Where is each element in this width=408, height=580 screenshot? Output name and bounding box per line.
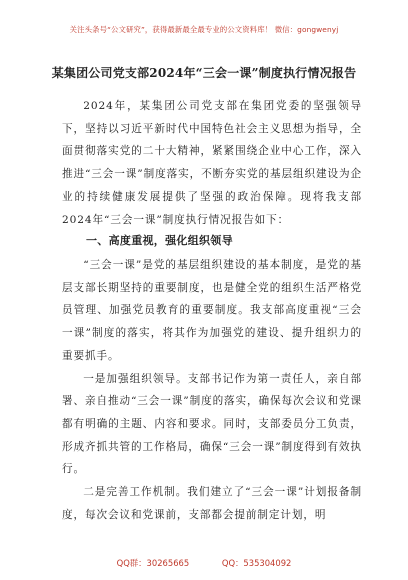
section1-body: [62, 254, 362, 526]
footer-qq-group: QQ群：30265665: [116, 558, 190, 568]
top-banner: 关注头条号“公文研究”，获得最新最全最专业的公文资料库！ 微信：gongwenyj: [69, 25, 339, 34]
footer: [0, 557, 408, 569]
section-heading: 一、高度重视，强化组织领导: [86, 234, 233, 247]
footer-qq: QQ：535304092: [221, 558, 292, 568]
paragraph: 一是加强组织领导。支部书记作为第一责任人，亲自部署、亲自推动“三会一课”制度的落实，确保每次会议和党课都有明确的主题、内容和要求。同时，支部委员分工负责，形成齐抓共管的工作格局，确保“三会一课”制度得到有效执行。: [62, 372, 362, 476]
paragraph: 二是完善工作机制。我们建立了“三会一课”计划报备制度，每次会议和党课前，支部都会提前制定计划，明: [62, 486, 362, 521]
intro-paragraph: 2024年，某集团公司党支部在集团党委的坚强领导下，坚持以习近平新时代中国特色社会主义思想为指导，全面贯彻落实党的二十大精神，紧紧围绕企业中心工作，深入推进“三会一课”制度落实，不断夯实党的基层组织建设为企业的持续健康发展提供了坚强的政治保障。现将我支部2024年“三会一课”制度执行情况报告如下：: [62, 100, 362, 226]
intro-section: [62, 95, 362, 231]
document-title: 某集团公司党支部2024年“三会一课”制度执行情况报告: [51, 66, 357, 80]
paragraph: “三会一课”是党的基层组织建设的基本制度，是党的基层支部长期坚持的重要制度，也是健全党的组织生活严格党员管理、加强党员教育的重要制度。我支部高度重视“三会一课”制度的落实，将其作为加强党的建设、提升组织力的重要抓手。: [62, 259, 362, 362]
